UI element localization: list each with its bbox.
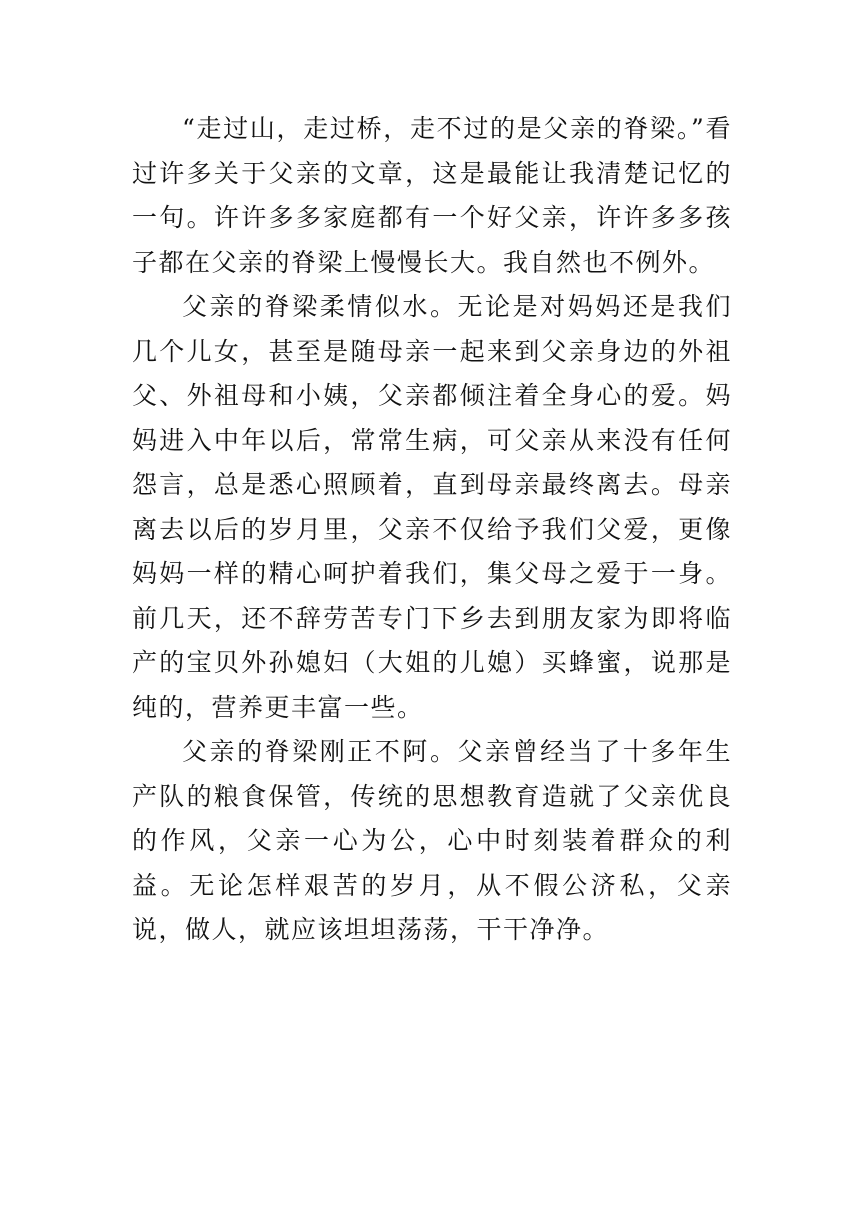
- paragraph-intro: “走过山，走过桥，走不过的是父亲的脊梁。”看过许多关于父亲的文章，这是最能让我清楚记忆的一句。许许多多家庭都有一个好父亲，许许多多孩子都在父亲的脊梁上慢慢长大。我自然也不例外。: [132, 114, 732, 277]
- paragraph-gentle-spine: 父亲的脊梁柔情似水。无论是对妈妈还是我们几个儿女，甚至是随母亲一起来到父亲身边的外祖父、外祖母和小姨，父亲都倾注着全身心的爱。妈妈进入中年以后，常常生病，可父亲从来没有任何怨言，总是悉心照顾着，直到母亲最终离去。母亲离去以后的岁月里，父亲不仅给予我们父爱，更像妈妈一样的精心呵护着我们，集父母之爱于一身。前几天，还不辞劳苦专门下乡去到朋友家为即将临产的宝贝外孙媳妇（大姐的儿媳）买蜂蜜，说那是纯的，营养更丰富一些。: [132, 292, 732, 722]
- article-body: [132, 107, 732, 953]
- paragraph-upright-spine: 父亲的脊梁刚正不阿。父亲曾经当了十多年生产队的粮食保管，传统的思想教育造就了父亲优良的作风，父亲一心为公，心中时刻装着群众的利益。无论怎样艰苦的岁月，从不假公济私，父亲说，做人，就应该坦坦荡荡，干干净净。: [132, 737, 732, 944]
